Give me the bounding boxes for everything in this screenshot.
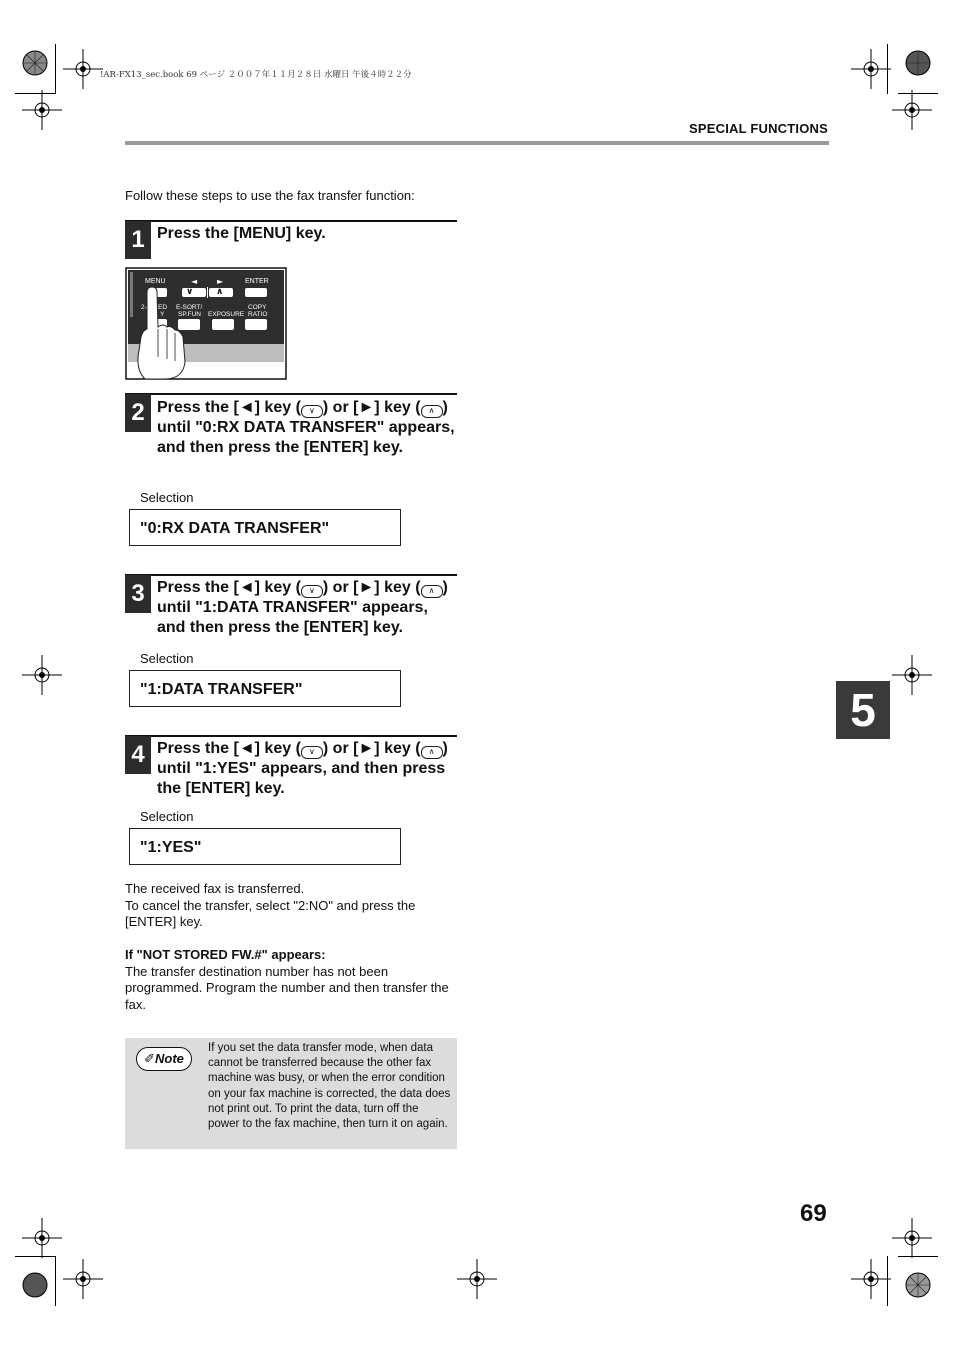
crosshair-icon bbox=[22, 1218, 62, 1258]
not-stored-heading: If "NOT STORED FW.#" appears: bbox=[125, 947, 326, 962]
result-text bbox=[125, 881, 455, 931]
right-arrow-icon: ► bbox=[358, 399, 375, 416]
step-3-text-part: ] key ( bbox=[254, 579, 301, 596]
step-2-text-part: ] key ( bbox=[254, 399, 301, 416]
note-badge bbox=[136, 1047, 192, 1071]
step-3-text-part: ] key ( bbox=[374, 579, 421, 596]
note-badge-label: Note bbox=[155, 1051, 184, 1066]
svg-text:◄: ◄ bbox=[191, 277, 198, 286]
step-3-text-part: ) or [ bbox=[322, 579, 359, 596]
step-2-text bbox=[157, 398, 457, 457]
lcd-display-yes: "1:YES" bbox=[129, 828, 401, 865]
up-key-icon: ∧ bbox=[421, 585, 443, 598]
step-1-rule bbox=[125, 220, 457, 222]
step-2-number: 2 bbox=[125, 394, 151, 432]
step-2-text-part: ) bbox=[442, 399, 448, 416]
two-sided-label-b: ED bbox=[158, 304, 168, 311]
esort-label-b: SP.FUN bbox=[178, 311, 201, 318]
up-key-icon: ∧ bbox=[421, 746, 443, 759]
right-arrow-icon: ► bbox=[358, 740, 375, 757]
control-panel-illustration bbox=[125, 267, 287, 380]
step-1-text: Press the [MENU] key. bbox=[157, 225, 326, 242]
crosshair-icon bbox=[851, 1259, 891, 1299]
lcd-display-data-transfer: "1:DATA TRANSFER" bbox=[129, 670, 401, 707]
result-line-1: The received fax is transferred. bbox=[125, 881, 305, 896]
crosshair-icon bbox=[63, 49, 103, 89]
not-stored-section bbox=[125, 947, 455, 1013]
lcd-display-rx-data-transfer: "0:RX DATA TRANSFER" bbox=[129, 509, 401, 546]
step-3-rule bbox=[125, 574, 457, 576]
crosshair-icon bbox=[22, 655, 62, 695]
crosshair-icon bbox=[63, 1259, 103, 1299]
step-1-number: 1 bbox=[125, 221, 151, 259]
registration-target-icon bbox=[898, 1265, 938, 1305]
selection-label: Selection bbox=[140, 809, 194, 824]
left-arrow-icon: ◄ bbox=[238, 579, 255, 596]
step-2-text-part: ) or [ bbox=[322, 399, 359, 416]
left-arrow-icon: ◄ bbox=[238, 740, 255, 757]
step-2-text-part: Press the [ bbox=[157, 399, 239, 416]
intro-text: Follow these steps to use the fax transfer function: bbox=[125, 188, 415, 203]
header-rule bbox=[125, 141, 829, 145]
step-4-text-part: ) bbox=[442, 740, 448, 757]
copy-ratio-label-a: COPY bbox=[248, 304, 267, 311]
svg-text:►: ► bbox=[217, 277, 224, 286]
crosshair-icon bbox=[892, 90, 932, 130]
registration-target-icon bbox=[898, 43, 938, 83]
enter-key-label: ENTER bbox=[245, 278, 269, 285]
step-4-text-part: Press the [ bbox=[157, 740, 239, 757]
chevron-down-icon: ∨ bbox=[186, 286, 194, 296]
step-4-number: 4 bbox=[125, 736, 151, 774]
down-key-icon: ∨ bbox=[301, 746, 323, 759]
esort-label-a: E-SORT/ bbox=[176, 304, 203, 311]
note-text: If you set the data transfer mode, when data cannot be transferred because the other fax machine was busy, or when the error condition on your fax machine is corrected, the data does not print out. To print the data, turn off the power to the fax machine, then turn it on again. bbox=[208, 1042, 451, 1131]
two-sided-label-a: 2- bbox=[141, 304, 147, 311]
page-number: 69 bbox=[800, 1200, 827, 1227]
exposure-label: EXPOSURE bbox=[208, 311, 245, 318]
crosshair-icon bbox=[892, 655, 932, 695]
section-title: SPECIAL FUNCTIONS bbox=[689, 121, 828, 136]
down-key-icon: ∨ bbox=[301, 405, 323, 418]
crosshair-icon bbox=[892, 1218, 932, 1258]
step-4-text-cont: until "1:YES" appears, and then press the [ENTER] key. bbox=[157, 760, 446, 797]
crosshair-icon bbox=[457, 1259, 497, 1299]
selection-label: Selection bbox=[140, 651, 194, 666]
left-arrow-icon: ◄ bbox=[238, 399, 255, 416]
result-line-2: To cancel the transfer, select "2:NO" and press the [ENTER] key. bbox=[125, 897, 416, 929]
down-key-icon: ∨ bbox=[301, 585, 323, 598]
registration-target-icon bbox=[15, 1265, 55, 1305]
right-arrow-icon: ► bbox=[358, 579, 375, 596]
step-3-number: 3 bbox=[125, 575, 151, 613]
up-key-icon: ∧ bbox=[421, 405, 443, 418]
note-box bbox=[125, 1038, 457, 1149]
pencil-icon: ✐ bbox=[144, 1051, 155, 1066]
not-stored-body: The transfer destination number has not been programmed. Program the number and then transfer the fax. bbox=[125, 963, 449, 1012]
copy-ratio-label-b: RATIO bbox=[248, 311, 268, 318]
step-2-text-part: ] key ( bbox=[374, 399, 421, 416]
step-2-text-cont: until "0:RX DATA TRANSFER" appears, and then press the [ENTER] key. bbox=[157, 419, 455, 456]
step-4-text bbox=[157, 739, 457, 798]
step-3-text-part: Press the [ bbox=[157, 579, 239, 596]
crosshair-icon bbox=[851, 49, 891, 89]
file-info: !AR-FX13_sec.book 69 ページ ２００７年１１月２８日 水曜日 午後４時２２分 bbox=[100, 70, 412, 80]
menu-key-label: MENU bbox=[145, 278, 166, 285]
step-4-rule bbox=[125, 735, 457, 737]
step-3-text-part: ) bbox=[442, 579, 448, 596]
chevron-up-icon: ∧ bbox=[216, 286, 224, 296]
selection-label: Selection bbox=[140, 490, 194, 505]
chapter-tab: 5 bbox=[836, 681, 890, 739]
registration-target-icon bbox=[15, 43, 55, 83]
step-3-text bbox=[157, 578, 457, 637]
step-4-text-part: ] key ( bbox=[374, 740, 421, 757]
step-2-rule bbox=[125, 393, 457, 395]
step-4-text-part: ] key ( bbox=[254, 740, 301, 757]
two-sided-label-c: Y bbox=[160, 311, 165, 318]
step-4-text-part: ) or [ bbox=[322, 740, 359, 757]
crosshair-icon bbox=[22, 90, 62, 130]
step-3-text-cont: until "1:DATA TRANSFER" appears, and then press the [ENTER] key. bbox=[157, 599, 428, 636]
